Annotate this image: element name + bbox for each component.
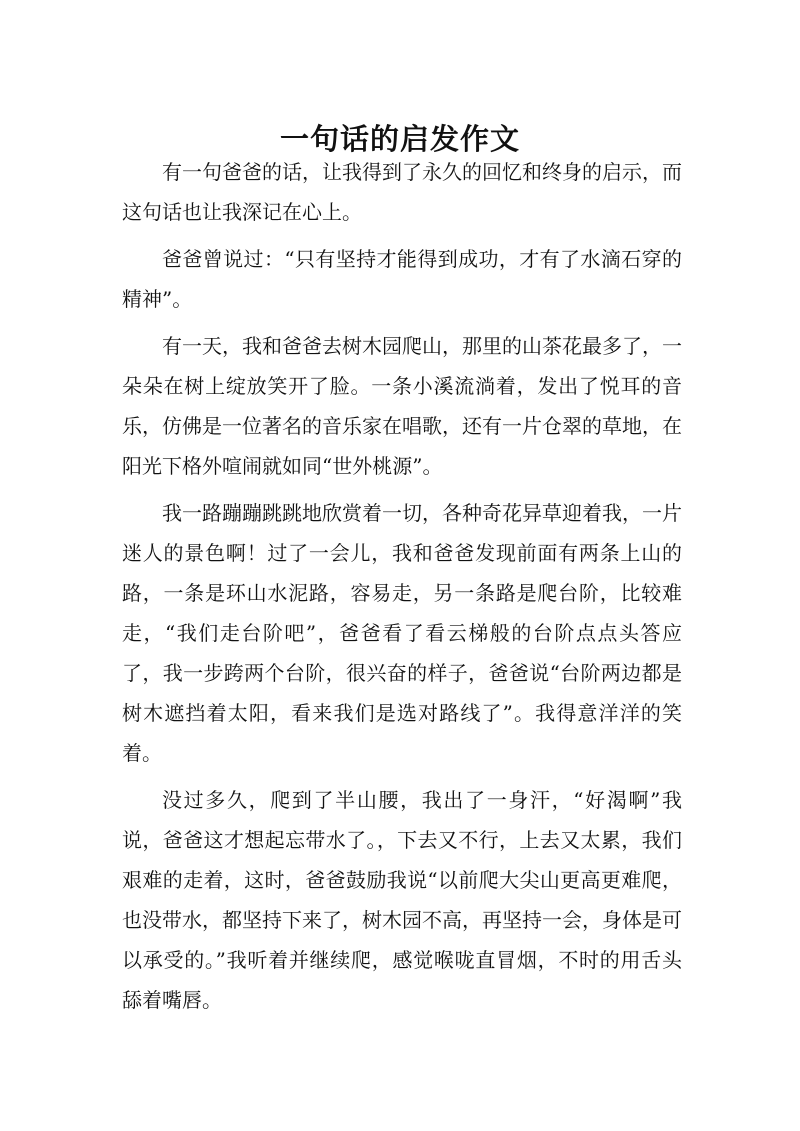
paragraph-4: 我一路蹦蹦跳跳地欣赏着一切，各种奇花异草迎着我，一片迷人的景色啊！过了一会儿，我和爸爸发现前面有两条上山的路，一条是环山水泥路，容易走，另一条路是爬台阶，比较难走，“我们走台阶吧”，爸爸看了看云梯般的台阶点点头答应了，我一步跨两个台阶，很兴奋的样子，爸爸说“台阶两边都是树木遮挡着太阳，看来我们是选对路线了”。我得意洋洋的笑着。	[122, 501, 682, 765]
paragraph-1: 有一句爸爸的话，让我得到了永久的回忆和终身的启示，而这句话也让我深记在心上。	[122, 160, 682, 224]
paragraph-5: 没过多久，爬到了半山腰，我出了一身汗，“好渴啊”我说，爸爸这才想起忘带水了。，下去又不行，上去又太累，我们艰难的走着，这时，爸爸鼓励我说“以前爬大尖山更高更难爬，也没带水，都坚持下来了，树木园不高，再坚持一会，身体是可以承受的。”我听着并继续爬，感觉喉咙直冒烟，不时的用舌头舔着嘴唇。	[122, 788, 682, 1012]
paragraph-3: 有一天，我和爸爸去树木园爬山，那里的山茶花最多了，一朵朵在树上绽放笑开了脸。一条小溪流淌着，发出了悦耳的音乐，仿佛是一位著名的音乐家在唱歌，还有一片仓翠的草地，在阳光下格外喧闹就如同“世外桃源”。	[122, 334, 682, 478]
document-title: 一句话的启发作文	[279, 122, 520, 157]
document-body	[122, 152, 682, 1027]
paragraph-2: 爸爸曾说过：“只有坚持才能得到成功，才有了水滴石穿的精神”。	[122, 247, 682, 311]
